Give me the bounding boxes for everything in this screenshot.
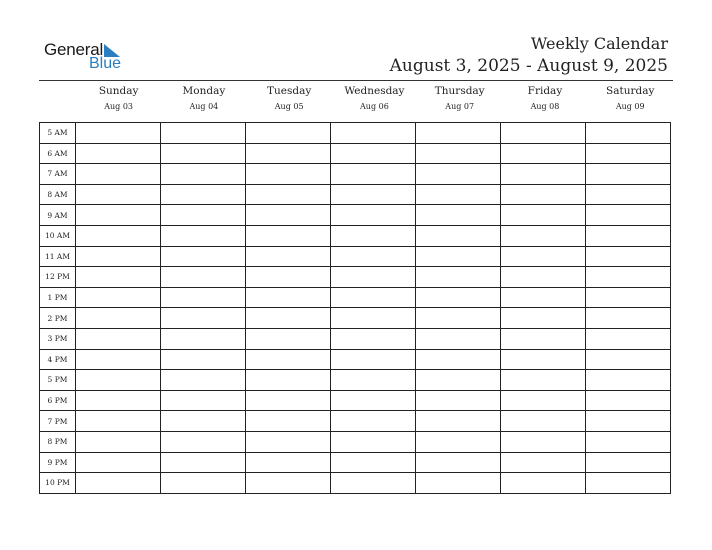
slot-cell[interactable] (246, 123, 331, 144)
slot-cell[interactable] (161, 452, 246, 473)
slot-cell[interactable] (331, 411, 416, 432)
generalblue-logo (44, 40, 134, 74)
time-label: 2 PM (40, 308, 76, 329)
slot-cell[interactable] (246, 370, 331, 391)
slot-cell[interactable] (501, 349, 586, 370)
slot-cell[interactable] (501, 390, 586, 411)
slot-cell[interactable] (586, 370, 671, 391)
time-label: 8 PM (40, 431, 76, 452)
slot-cell[interactable] (416, 267, 501, 288)
slot-cell[interactable] (586, 390, 671, 411)
time-row (40, 287, 671, 308)
slot-cell[interactable] (76, 431, 161, 452)
time-label: 6 PM (40, 390, 76, 411)
slot-cell[interactable] (416, 164, 501, 185)
slot-cell[interactable] (586, 123, 671, 144)
slot-cell[interactable] (586, 473, 671, 494)
time-row (40, 349, 671, 370)
time-row (40, 205, 671, 226)
day-name: Tuesday (267, 85, 312, 97)
slot-cell[interactable] (586, 452, 671, 473)
day-header (247, 82, 332, 112)
slot-cell[interactable] (161, 184, 246, 205)
slot-cell[interactable] (501, 411, 586, 432)
slot-cell[interactable] (161, 143, 246, 164)
day-name: Wednesday (344, 85, 405, 97)
slot-cell[interactable] (331, 328, 416, 349)
slot-cell[interactable] (586, 205, 671, 226)
time-row (40, 267, 671, 288)
slot-cell[interactable] (246, 431, 331, 452)
slot-cell[interactable] (586, 267, 671, 288)
time-label: 5 AM (40, 123, 76, 144)
time-label: 10 PM (40, 473, 76, 494)
slot-cell[interactable] (586, 349, 671, 370)
slot-cell[interactable] (246, 473, 331, 494)
slot-cell[interactable] (501, 123, 586, 144)
time-label: 7 AM (40, 164, 76, 185)
slot-cell[interactable] (501, 164, 586, 185)
logo-text-general: General (44, 40, 104, 59)
day-header (417, 82, 502, 112)
slot-cell[interactable] (586, 143, 671, 164)
slot-cell[interactable] (331, 452, 416, 473)
slot-cell[interactable] (501, 143, 586, 164)
slot-cell[interactable] (586, 328, 671, 349)
time-row (40, 184, 671, 205)
day-header (76, 82, 161, 112)
logo-text-blue: Blue (89, 55, 122, 72)
slot-cell[interactable] (161, 431, 246, 452)
slot-cell[interactable] (76, 205, 161, 226)
slot-cell[interactable] (161, 349, 246, 370)
slot-cell[interactable] (416, 452, 501, 473)
slot-cell[interactable] (501, 452, 586, 473)
day-header (502, 82, 587, 112)
slot-cell[interactable] (501, 328, 586, 349)
slot-cell[interactable] (76, 308, 161, 329)
slot-cell[interactable] (416, 184, 501, 205)
slot-cell[interactable] (416, 473, 501, 494)
slot-cell[interactable] (501, 184, 586, 205)
slot-cell[interactable] (586, 184, 671, 205)
time-row (40, 473, 671, 494)
slot-cell[interactable] (501, 225, 586, 246)
slot-cell[interactable] (246, 184, 331, 205)
day-date: Aug 03 (104, 102, 134, 111)
slot-cell[interactable] (246, 287, 331, 308)
slot-cell[interactable] (161, 390, 246, 411)
slot-cell[interactable] (331, 287, 416, 308)
slot-cell[interactable] (586, 431, 671, 452)
header-divider (39, 80, 673, 81)
time-row (40, 225, 671, 246)
slot-cell[interactable] (161, 328, 246, 349)
slot-cell[interactable] (501, 287, 586, 308)
slot-cell[interactable] (331, 267, 416, 288)
slot-cell[interactable] (416, 143, 501, 164)
day-name: Saturday (606, 85, 655, 97)
date-range: August 3, 2025 - August 9, 2025 (389, 56, 668, 76)
slot-cell[interactable] (416, 287, 501, 308)
slot-cell[interactable] (416, 390, 501, 411)
slot-cell[interactable] (76, 143, 161, 164)
day-header (588, 82, 673, 112)
slot-cell[interactable] (416, 225, 501, 246)
slot-cell[interactable] (246, 328, 331, 349)
slot-cell[interactable] (501, 267, 586, 288)
slot-cell[interactable] (246, 390, 331, 411)
time-label: 3 PM (40, 328, 76, 349)
slot-cell[interactable] (331, 143, 416, 164)
slot-cell[interactable] (586, 246, 671, 267)
slot-cell[interactable] (586, 225, 671, 246)
slot-cell[interactable] (331, 225, 416, 246)
slot-cell[interactable] (501, 370, 586, 391)
slot-cell[interactable] (416, 328, 501, 349)
slot-cell[interactable] (76, 164, 161, 185)
slot-cell[interactable] (586, 308, 671, 329)
time-label: 12 PM (40, 267, 76, 288)
time-row (40, 164, 671, 185)
slot-cell[interactable] (246, 308, 331, 329)
time-label: 10 AM (40, 225, 76, 246)
time-row (40, 370, 671, 391)
slot-cell[interactable] (161, 473, 246, 494)
slot-cell[interactable] (416, 308, 501, 329)
slot-cell[interactable] (246, 205, 331, 226)
time-label: 8 AM (40, 184, 76, 205)
time-label: 5 PM (40, 370, 76, 391)
slot-cell[interactable] (416, 431, 501, 452)
time-label: 1 PM (40, 287, 76, 308)
day-date: Aug 04 (189, 102, 219, 111)
slot-cell[interactable] (331, 431, 416, 452)
slot-cell[interactable] (331, 473, 416, 494)
slot-cell[interactable] (331, 308, 416, 329)
day-date: Aug 08 (530, 102, 560, 111)
day-name: Monday (182, 85, 226, 97)
slot-cell[interactable] (76, 349, 161, 370)
slot-cell[interactable] (76, 184, 161, 205)
slot-cell[interactable] (76, 328, 161, 349)
slot-cell[interactable] (331, 370, 416, 391)
time-row (40, 431, 671, 452)
slot-cell[interactable] (501, 246, 586, 267)
slot-cell[interactable] (76, 123, 161, 144)
slot-cell[interactable] (331, 205, 416, 226)
time-row (40, 246, 671, 267)
slot-cell[interactable] (161, 308, 246, 329)
slot-cell[interactable] (331, 390, 416, 411)
slot-cell[interactable] (76, 267, 161, 288)
slot-cell[interactable] (161, 267, 246, 288)
time-label: 9 PM (40, 452, 76, 473)
time-label: 9 AM (40, 205, 76, 226)
day-date: Aug 05 (274, 102, 304, 111)
slot-cell[interactable] (246, 452, 331, 473)
slot-cell[interactable] (161, 205, 246, 226)
slot-cell[interactable] (246, 267, 331, 288)
slot-cell[interactable] (161, 123, 246, 144)
slot-cell[interactable] (76, 287, 161, 308)
slot-cell[interactable] (161, 411, 246, 432)
slot-cell[interactable] (501, 205, 586, 226)
slot-cell[interactable] (501, 308, 586, 329)
schedule-grid (39, 122, 671, 494)
day-header (161, 82, 246, 112)
time-row (40, 143, 671, 164)
time-row (40, 308, 671, 329)
slot-cell[interactable] (416, 370, 501, 391)
slot-cell[interactable] (331, 349, 416, 370)
day-name: Friday (527, 85, 563, 97)
time-row (40, 411, 671, 432)
time-row (40, 123, 671, 144)
time-label: 7 PM (40, 411, 76, 432)
slot-cell[interactable] (161, 225, 246, 246)
slot-cell[interactable] (246, 225, 331, 246)
day-name: Sunday (98, 85, 139, 97)
slot-cell[interactable] (331, 123, 416, 144)
day-header-row (76, 82, 673, 112)
slot-cell[interactable] (501, 431, 586, 452)
slot-cell[interactable] (331, 246, 416, 267)
slot-cell[interactable] (76, 473, 161, 494)
slot-cell[interactable] (76, 370, 161, 391)
time-row (40, 452, 671, 473)
day-header (332, 82, 417, 112)
slot-cell[interactable] (246, 349, 331, 370)
slot-cell[interactable] (416, 205, 501, 226)
slot-cell[interactable] (586, 411, 671, 432)
slot-cell[interactable] (246, 411, 331, 432)
slot-cell[interactable] (416, 349, 501, 370)
slot-cell[interactable] (586, 164, 671, 185)
page-title: Weekly Calendar (530, 34, 668, 53)
slot-cell[interactable] (416, 123, 501, 144)
slot-cell[interactable] (246, 164, 331, 185)
slot-cell[interactable] (161, 164, 246, 185)
slot-cell[interactable] (331, 164, 416, 185)
time-row (40, 390, 671, 411)
slot-cell[interactable] (161, 246, 246, 267)
slot-cell[interactable] (331, 184, 416, 205)
slot-cell[interactable] (76, 452, 161, 473)
day-name: Thursday (434, 85, 485, 97)
day-date: Aug 07 (445, 102, 475, 111)
slot-cell[interactable] (76, 390, 161, 411)
slot-cell[interactable] (586, 287, 671, 308)
slot-cell[interactable] (246, 143, 331, 164)
slot-cell[interactable] (416, 411, 501, 432)
slot-cell[interactable] (76, 225, 161, 246)
slot-cell[interactable] (416, 246, 501, 267)
slot-cell[interactable] (161, 287, 246, 308)
day-date: Aug 06 (360, 102, 389, 111)
time-label: 6 AM (40, 143, 76, 164)
day-date: Aug 09 (615, 102, 645, 111)
time-label: 11 AM (40, 246, 76, 267)
slot-cell[interactable] (76, 411, 161, 432)
time-label: 4 PM (40, 349, 76, 370)
slot-cell[interactable] (501, 473, 586, 494)
slot-cell[interactable] (76, 246, 161, 267)
slot-cell[interactable] (161, 370, 246, 391)
slot-cell[interactable] (246, 246, 331, 267)
time-row (40, 328, 671, 349)
